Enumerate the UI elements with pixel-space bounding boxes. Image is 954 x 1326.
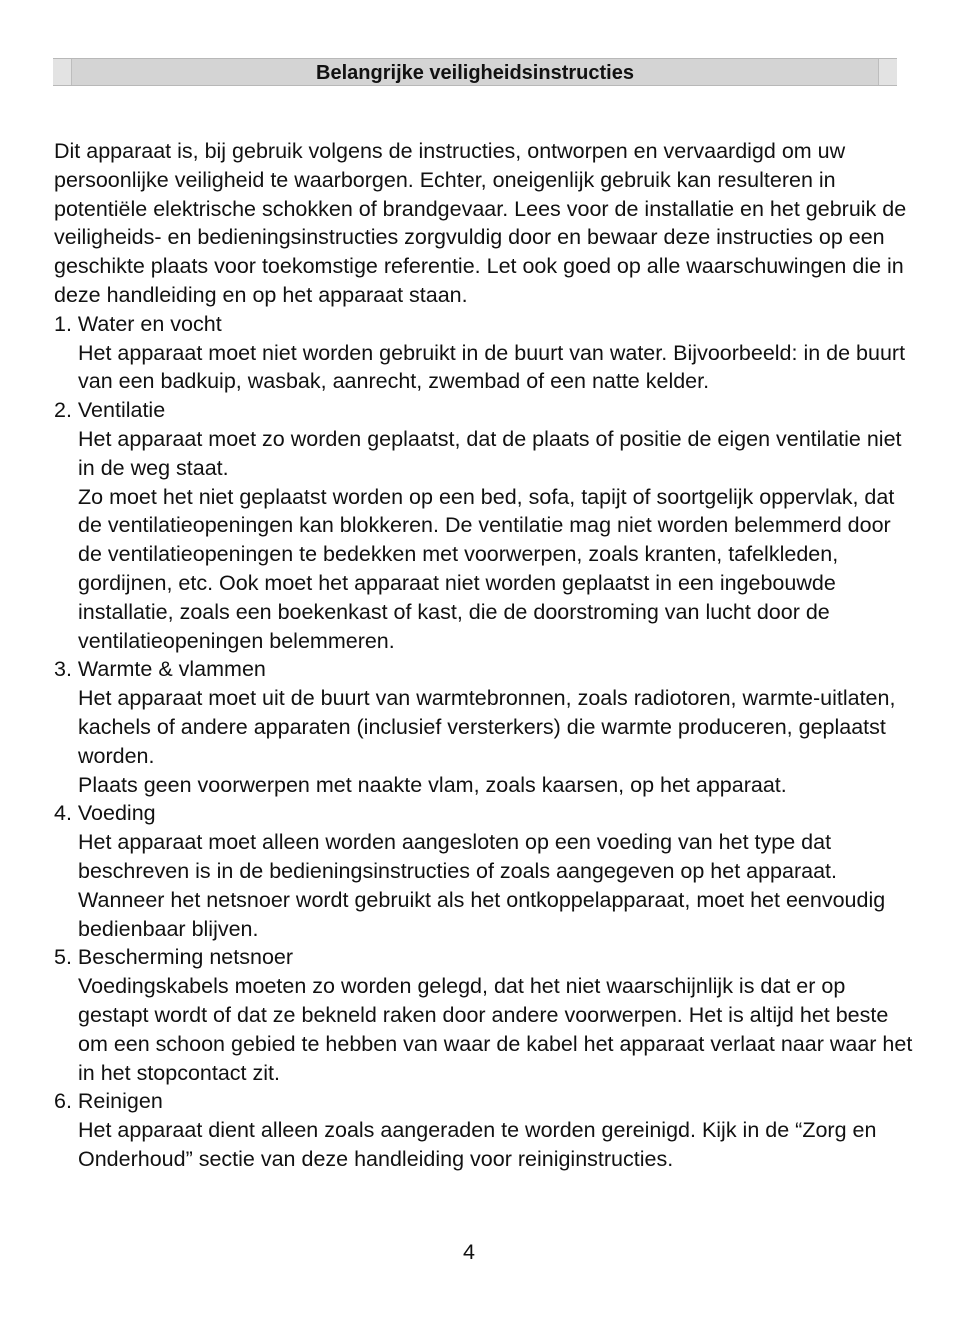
- section-paragraph: Het apparaat moet zo worden geplaatst, dat de plaats of positie de eigen ventilatie niet in de weg staat.: [78, 426, 902, 480]
- section-paragraph: Het apparaat dient alleen zoals aangeraden te worden gereinigd. Kijk in de “Zorg en Onderhoud” sectie van deze handleiding voor reiniginstructies.: [78, 1118, 877, 1171]
- section-heading: 2. Ventilatie: [54, 398, 166, 423]
- document-body: [54, 137, 914, 1174]
- section-header-bar: [53, 58, 897, 86]
- section-heading: 4. Voeding: [54, 801, 156, 826]
- section-power-cord: [54, 943, 914, 1087]
- section-paragraph: Wanneer het netsnoer wordt gebruikt als het ontkoppelapparaat, moet het eenvoudig bedienbaar blijven.: [78, 887, 886, 941]
- section-heading: 1. Water en vocht: [54, 311, 222, 336]
- section-paragraph: Plaats geen voorwerpen met naakte vlam, zoals kaarsen, op het apparaat.: [78, 772, 787, 797]
- section-heading: 5. Bescherming netsnoer: [54, 945, 294, 970]
- section-cleaning: [54, 1087, 914, 1173]
- page-number: 4: [463, 1240, 475, 1264]
- section-paragraph: Het apparaat moet uit de buurt van warmtebronnen, zoals radiotoren, warmte-uitlaten, kachels of andere apparaten (inclusief versterkers) die warmte produceren, geplaatst worden.: [78, 686, 896, 768]
- intro-paragraph: Dit apparaat is, bij gebruik volgens de instructies, ontworpen en vervaardigd om uw persoonlijke veiligheid te waarborgen. Echter, oneigenlijk gebruik kan resulteren in potentiële elektrische schokken of brandgevaar. Lees voor de installatie en het gebruik de veiligheids- en bedieningsinstructies zorgvuldig door en bewaar deze instructies op een geschikte plaats voor toekomstige referentie. Let ook goed op alle waarschuwingen die in deze handleiding en op het apparaat staan.: [54, 139, 907, 307]
- section-heading: 6. Reinigen: [54, 1089, 163, 1114]
- section-water: [54, 310, 914, 396]
- section-ventilation: [54, 396, 914, 655]
- section-heading: 3. Warmte & vlammen: [54, 657, 266, 682]
- section-power: [54, 799, 914, 943]
- section-heat-flames: [54, 655, 914, 799]
- section-paragraph: Zo moet het niet geplaatst worden op een bed, sofa, tapijt of soortgelijk oppervlak, dat de ventilatieopeningen kan blokkeren. De ventilatie mag niet worden belemmerd door de ventilatieopeningen te bedekken met voorwerpen, zoals kranten, tafelkleden, gordijnen, etc. Ook moet het apparaat niet worden geplaatst in een ingebouwde installatie, zoals een boekenkast of kast, die de doorstroming van lucht door de ventilatieopeningen belemmeren.: [78, 484, 895, 653]
- section-paragraph: Het apparaat moet niet worden gebruikt in de buurt van water. Bijvoorbeeld: in de buurt van een badkuip, wasbak, aanrecht, zwembad of een natte kelder.: [78, 340, 906, 394]
- section-paragraph: Voedingskabels moeten zo worden gelegd, dat het niet waarschijnlijk is dat er op gestapt wordt of dat ze bekneld raken door andere voorwerpen. Het is altijd het beste om een schoon gebied te hebben van waar de kabel het apparaat verlaat naar waar het in het stopcontact zit.: [78, 974, 913, 1085]
- section-paragraph: Het apparaat moet alleen worden aangesloten op een voeding van het type dat beschreven is in de bedieningsinstructies of zoals aangegeven op het apparaat.: [78, 830, 837, 883]
- page-title: Belangrijke veiligheidsinstructies: [316, 62, 634, 84]
